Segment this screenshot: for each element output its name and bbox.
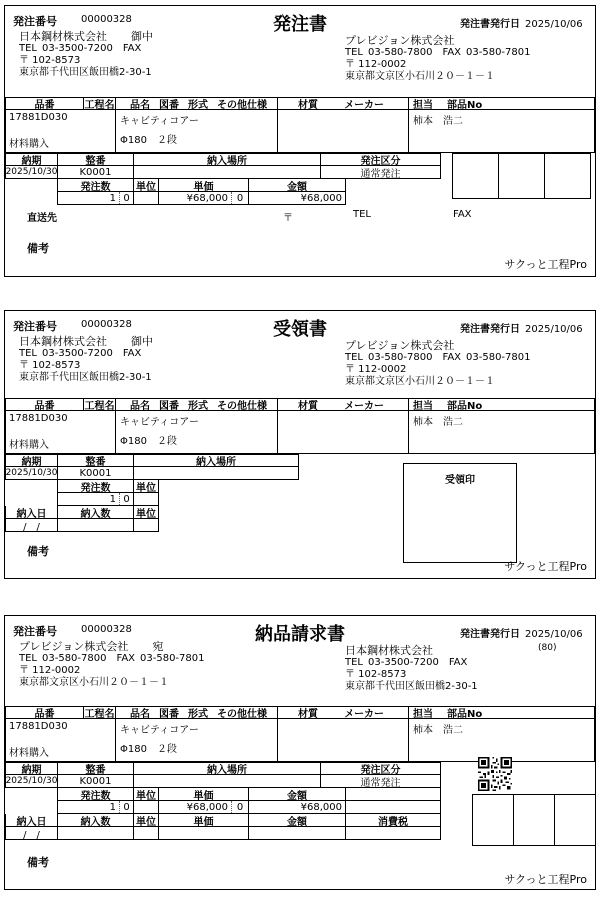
tel-label: TEL — [345, 352, 363, 363]
tel-value: 03-580-7800 — [42, 653, 107, 664]
delivery-place-cell — [134, 467, 299, 480]
qty-frac-value: 0 — [119, 801, 133, 813]
receipt-stamp-box — [403, 463, 517, 563]
material-label: 材質 — [298, 709, 318, 719]
empty-cell — [346, 801, 441, 814]
empty-cell — [346, 788, 441, 801]
unit-cell — [134, 192, 159, 205]
seiban-header-cell: 整番 — [58, 763, 134, 775]
receipt-stamp-label: 受領印 — [445, 475, 475, 486]
seiban-cell: K0001 — [58, 467, 134, 480]
maker-label: メーカー — [344, 709, 384, 719]
unit-cell — [134, 493, 159, 506]
material-header-cell — [278, 98, 409, 110]
order-type-cell: 通常発注 — [321, 166, 441, 179]
drawing-no-label: 図番 — [159, 709, 179, 719]
item-name-cell — [116, 110, 278, 153]
purchase-order-form — [4, 5, 596, 277]
unit-header-cell: 単位 — [134, 788, 159, 801]
fax-label: FAX — [442, 352, 462, 363]
process-header-cell: 工程名 — [84, 100, 115, 110]
part-no-value: 17881D030 — [9, 112, 68, 123]
order-type-header-cell: 発注区分 — [321, 154, 441, 166]
unit-cell — [134, 827, 159, 840]
delivery-header-row — [5, 814, 441, 827]
item-name-cell — [116, 411, 278, 454]
unit-price-cell — [159, 801, 249, 814]
delivery-qty-cell — [58, 827, 134, 840]
delivery-place-cell — [134, 166, 321, 179]
zip-line: 〒 102-8573 — [19, 360, 81, 371]
unit-price-cell — [159, 192, 249, 205]
fax-label: FAX — [448, 657, 468, 668]
delivery-date-header-cell: 納入日 — [6, 506, 58, 519]
contact-label: 担当 — [413, 401, 433, 411]
other-spec-label: その他仕様 — [217, 100, 267, 110]
process-header-cell: 工程名 — [84, 401, 115, 411]
brand-footer: サクっと工程Pro — [504, 258, 587, 271]
material-cell — [278, 719, 409, 762]
address-line: 東京都文京区小石川２０－１－１ — [19, 677, 169, 688]
process-header-cell: 工程名 — [84, 709, 115, 719]
address-line: 東京都文京区小石川２０－１－１ — [345, 376, 495, 387]
seiban-header-cell: 整番 — [58, 455, 134, 467]
maker-label: メーカー — [344, 401, 384, 411]
unit-header-cell: 単位 — [134, 814, 159, 827]
invoice-form — [4, 615, 596, 890]
order-no-label: 発注番号 — [13, 15, 57, 28]
item-name-header-cell — [116, 98, 278, 110]
parts-no-label: 部品No — [447, 709, 483, 719]
unit-price-header-cell: 単価 — [159, 788, 249, 801]
item-name-header-cell — [116, 399, 278, 411]
issue-date — [460, 15, 583, 30]
item-row — [5, 719, 595, 762]
delivery-qty-header-cell: 納入数 — [58, 814, 134, 827]
purchase-note: 材料購入 — [9, 748, 49, 759]
part-no-value: 17881D030 — [9, 413, 68, 424]
fax-value: 03-580-7801 — [466, 47, 531, 58]
zip-line: 〒 102-8573 — [345, 669, 407, 680]
contact-header-cell — [409, 98, 595, 110]
contact-header-cell — [409, 707, 595, 719]
item-name-header-cell — [116, 707, 278, 719]
stamp-box — [453, 154, 499, 198]
fax-label: FAX — [122, 348, 142, 359]
order-qty-header-cell: 発注数 — [58, 179, 134, 192]
zip-line: 〒 112-0002 — [345, 364, 407, 375]
recipient-address-block — [19, 30, 153, 79]
form-title: 受領書 — [273, 319, 327, 340]
material-cell — [278, 411, 409, 454]
receipt-form — [4, 310, 596, 579]
item-table-header — [5, 97, 595, 110]
recipient-name: 日本鋼材株式会社 — [19, 30, 107, 43]
part-no-header-cell: 品番 — [6, 98, 84, 110]
approval-stamp-boxes — [472, 794, 596, 846]
item-name-cell — [116, 719, 278, 762]
contact-cell: 柿本 浩二 — [409, 411, 595, 454]
amount-cell: ¥68,000 — [249, 801, 346, 814]
stamp-box — [499, 154, 545, 198]
issue-date — [460, 320, 583, 335]
recipient-honorific: 御中 — [131, 335, 153, 348]
order-type-cell: 通常発注 — [321, 775, 441, 788]
stamp-box — [555, 795, 595, 845]
material-header-cell — [278, 707, 409, 719]
tel-label: TEL — [19, 653, 37, 664]
unit-cell — [134, 519, 159, 532]
tel-value: 03-3500-7200 — [368, 657, 439, 668]
qty-value-row — [57, 801, 441, 814]
recipient-address-block — [19, 640, 205, 689]
delivery-header-row — [5, 506, 159, 519]
qty-value: 1 — [109, 493, 116, 505]
item-name-label: 品名 — [130, 100, 150, 110]
detail-value-row — [5, 775, 441, 788]
issuer-name: プレビジョン株式会社 — [345, 339, 455, 352]
item-name-line1: キャビティコアー — [120, 725, 199, 736]
brand-footer: サクっと工程Pro — [504, 873, 587, 886]
delivery-place-cell — [134, 775, 321, 788]
issue-date-value: 2025/10/06 — [525, 19, 583, 30]
qty-frac-value: 0 — [119, 192, 133, 204]
part-no-header-cell: 品番 — [6, 399, 84, 411]
material-label: 材質 — [298, 100, 318, 110]
remarks-label: 備考 — [27, 545, 49, 558]
other-spec-label: その他仕様 — [217, 401, 267, 411]
tel-label: TEL — [19, 348, 37, 359]
seiban-cell: K0001 — [58, 166, 134, 179]
tax-cell — [346, 827, 441, 840]
fax-label: FAX — [116, 653, 136, 664]
item-name-line2: Φ180 ２段 — [120, 135, 177, 146]
qty-value-row — [57, 493, 159, 506]
model-label: 形式 — [188, 401, 208, 411]
issuer-address-block — [345, 339, 531, 388]
order-qty-cell — [58, 493, 134, 506]
delivery-place-header-cell: 納入場所 — [134, 154, 321, 166]
brand-footer: サクっと工程Pro — [504, 560, 587, 573]
seiban-cell: K0001 — [58, 775, 134, 788]
delivery-qty-cell — [58, 519, 134, 532]
part-no-cell — [6, 719, 116, 762]
delivery-date-header-cell: 納入日 — [6, 814, 58, 827]
order-no-value: 00000328 — [81, 319, 132, 330]
delivery-date-cell: / / — [6, 827, 58, 840]
detail-header-row — [5, 762, 441, 775]
issuer-name: プレビジョン株式会社 — [345, 34, 455, 47]
direct-fax-label: FAX — [453, 209, 472, 220]
due-date-cell: 2025/10/30 — [6, 167, 58, 177]
delivery-place-header-cell: 納入場所 — [134, 763, 321, 775]
address-line: 東京都千代田区飯田橋2-30-1 — [345, 681, 478, 692]
address-line: 東京都千代田区飯田橋2-30-1 — [19, 67, 152, 78]
material-header-cell — [278, 399, 409, 411]
unit-cell — [134, 801, 159, 814]
fax-label: FAX — [442, 47, 462, 58]
order-type-header-cell: 発注区分 — [321, 763, 441, 775]
due-date-header-cell: 納期 — [6, 154, 58, 166]
fax-value: 03-580-7801 — [466, 352, 531, 363]
part-no-value: 17881D030 — [9, 721, 68, 732]
tel-label: TEL — [345, 657, 363, 668]
detail-header-row — [5, 454, 299, 467]
parts-no-label: 部品No — [447, 401, 483, 411]
order-no-label: 発注番号 — [13, 320, 57, 333]
detail-value-row — [5, 467, 299, 480]
contact-cell: 柿本 浩二 — [409, 719, 595, 762]
remarks-label: 備考 — [27, 242, 49, 255]
paren-note: (80) — [538, 643, 557, 653]
issuer-address-block — [345, 644, 478, 693]
contact-label: 担当 — [413, 100, 433, 110]
part-no-cell — [6, 411, 116, 454]
issue-date — [460, 625, 583, 640]
unit-price-frac-value: 0 — [231, 192, 248, 204]
contact-header-cell — [409, 399, 595, 411]
delivery-place-header-cell: 納入場所 — [134, 455, 299, 467]
item-row — [5, 110, 595, 153]
direct-tel-label: TEL — [353, 209, 371, 220]
issue-date-label: 発注書発行日 — [460, 19, 520, 30]
delivery-value-row — [5, 827, 441, 840]
delivery-date-cell: / / — [6, 519, 58, 532]
amount-header-cell: 金額 — [249, 179, 346, 192]
delivery-value-row — [5, 519, 159, 532]
fax-value: 03-580-7801 — [140, 653, 205, 664]
purchase-note: 材料購入 — [9, 139, 49, 150]
tel-value: 03-580-7800 — [368, 47, 433, 58]
order-qty-header-cell: 発注数 — [58, 480, 134, 493]
zip-line: 〒 112-0002 — [19, 665, 81, 676]
fax-label: FAX — [122, 43, 142, 54]
item-row — [5, 411, 595, 454]
drawing-no-label: 図番 — [159, 401, 179, 411]
direct-to-label: 直送先 — [27, 213, 57, 224]
recipient-honorific: 御中 — [131, 30, 153, 43]
tax-header-cell: 消費税 — [346, 814, 441, 827]
detail-header-row — [5, 153, 441, 166]
item-name-label: 品名 — [130, 401, 150, 411]
seiban-header-cell: 整番 — [58, 154, 134, 166]
recipient-address-block — [19, 335, 153, 384]
material-cell — [278, 110, 409, 153]
stamp-box — [545, 154, 590, 198]
tel-value: 03-3500-7200 — [42, 43, 113, 54]
order-qty-header-cell: 発注数 — [58, 788, 134, 801]
qty-value-row — [57, 192, 346, 205]
qty-header-row — [57, 480, 159, 493]
recipient-honorific: 宛 — [152, 640, 164, 653]
model-label: 形式 — [188, 100, 208, 110]
recipient-name: プレビジョン株式会社 — [19, 640, 129, 653]
tel-value: 03-580-7800 — [368, 352, 433, 363]
qty-value: 1 — [109, 192, 116, 204]
tel-label: TEL — [345, 47, 363, 58]
maker-label: メーカー — [344, 100, 384, 110]
qty-header-row — [57, 179, 346, 192]
due-date-cell: 2025/10/30 — [6, 468, 58, 478]
due-date-cell: 2025/10/30 — [6, 776, 58, 786]
issuer-address-block — [345, 34, 531, 83]
issuer-name: 日本鋼材株式会社 — [345, 644, 433, 657]
unit-header-cell: 単位 — [134, 506, 159, 519]
address-line: 東京都千代田区飯田橋2-30-1 — [19, 372, 152, 383]
stamp-box — [514, 795, 555, 845]
contact-cell: 柿本 浩二 — [409, 110, 595, 153]
parts-no-label: 部品No — [447, 100, 483, 110]
due-date-header-cell: 納期 — [6, 455, 58, 467]
tel-value: 03-3500-7200 — [42, 348, 113, 359]
part-no-cell — [6, 110, 116, 153]
amount-cell: ¥68,000 — [249, 192, 346, 205]
issue-date-value: 2025/10/06 — [525, 629, 583, 640]
zip-line: 〒 112-0002 — [345, 59, 407, 70]
amount-header-cell: 金額 — [249, 814, 346, 827]
tel-label: TEL — [19, 43, 37, 54]
part-no-header-cell: 品番 — [6, 707, 84, 719]
order-qty-cell — [58, 192, 134, 205]
order-qty-cell — [58, 801, 134, 814]
item-name-line2: Φ180 ２段 — [120, 436, 177, 447]
form-title: 発注書 — [273, 14, 327, 35]
delivery-qty-header-cell: 納入数 — [58, 506, 134, 519]
amount-header-cell: 金額 — [249, 788, 346, 801]
issue-date-label: 発注書発行日 — [460, 629, 520, 640]
issue-date-label: 発注書発行日 — [460, 324, 520, 335]
drawing-no-label: 図番 — [159, 100, 179, 110]
unit-header-cell: 単位 — [134, 480, 159, 493]
item-table-header — [5, 706, 595, 719]
remarks-label: 備考 — [27, 856, 49, 869]
address-line: 東京都文京区小石川２０－１－１ — [345, 71, 495, 82]
model-label: 形式 — [188, 709, 208, 719]
zip-line: 〒 102-8573 — [19, 55, 81, 66]
unit-price-header-cell: 単価 — [159, 179, 249, 192]
unit-price-value: ¥68,000 — [186, 801, 228, 813]
direct-zip-label: 〒 — [283, 213, 293, 224]
qty-header-row — [57, 788, 441, 801]
unit-price-header-cell: 単価 — [159, 814, 249, 827]
amount-cell — [249, 827, 346, 840]
unit-header-cell: 単位 — [134, 179, 159, 192]
unit-price-value: ¥68,000 — [186, 192, 228, 204]
qty-frac-value: 0 — [119, 493, 133, 505]
unit-price-frac-value: 0 — [231, 801, 248, 813]
purchase-note: 材料購入 — [9, 440, 49, 451]
approval-stamp-boxes — [452, 153, 591, 199]
item-name-line1: キャビティコアー — [120, 116, 199, 127]
item-name-label: 品名 — [130, 709, 150, 719]
material-label: 材質 — [298, 401, 318, 411]
qty-value: 1 — [109, 801, 116, 813]
detail-value-row — [5, 166, 441, 179]
recipient-name: 日本鋼材株式会社 — [19, 335, 107, 348]
order-no-value: 00000328 — [81, 14, 132, 25]
due-date-header-cell: 納期 — [6, 763, 58, 775]
stamp-box — [473, 795, 514, 845]
unit-price-cell — [159, 827, 249, 840]
other-spec-label: その他仕様 — [217, 709, 267, 719]
issue-date-value: 2025/10/06 — [525, 324, 583, 335]
contact-label: 担当 — [413, 709, 433, 719]
item-table-header — [5, 398, 595, 411]
order-no-label: 発注番号 — [13, 625, 57, 638]
item-name-line2: Φ180 ２段 — [120, 744, 177, 755]
item-name-line1: キャビティコアー — [120, 417, 199, 428]
qr-code-icon — [478, 757, 512, 791]
form-title: 納品請求書 — [255, 624, 345, 645]
order-no-value: 00000328 — [81, 624, 132, 635]
